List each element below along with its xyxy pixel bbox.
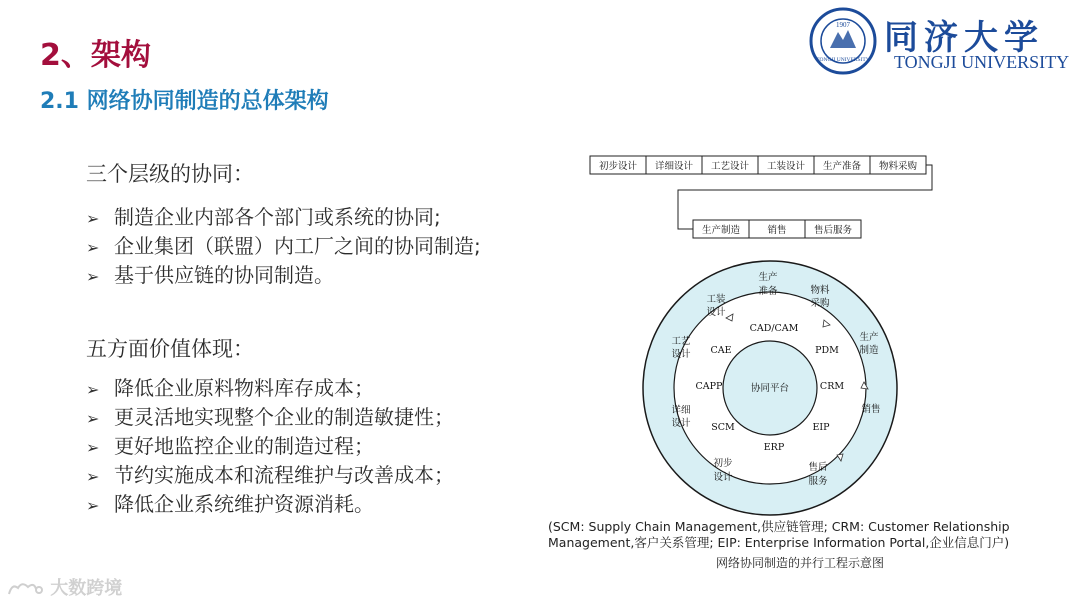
arrow-bullet-icon: ➢	[86, 438, 100, 457]
value-list	[86, 374, 454, 519]
list-item	[86, 432, 454, 461]
flow-connector	[678, 165, 932, 229]
system-label: CAPP	[695, 381, 723, 392]
figure-title: 网络协同制造的并行工程示意图	[716, 556, 885, 570]
ring-label: 设计	[671, 418, 691, 429]
process-label: 售后服务	[813, 225, 853, 236]
list-item-text: 节约实施成本和流程维护与改善成本；	[114, 463, 454, 487]
arrow-bullet-icon: ➢	[86, 496, 100, 515]
watermark-text: 大数跨境	[50, 578, 123, 599]
ring-label: 初步	[713, 458, 733, 469]
section-heading-value: 五方面价值体现：	[86, 337, 254, 361]
collaboration-levels-list	[86, 203, 481, 290]
system-label: CRM	[819, 381, 845, 392]
arrow-bullet-icon: ➢	[86, 209, 100, 228]
system-label: SCM	[711, 422, 735, 433]
ring-label: 准备	[758, 286, 778, 297]
caption-line: Management,客户关系管理; EIP: Enterprise Information Portal,企业信息门户)	[548, 535, 1010, 550]
tongji-logo	[808, 6, 1074, 76]
ring-label: 生产	[758, 272, 778, 283]
ring-label: 设计	[671, 349, 691, 360]
ring-label: 采购	[810, 298, 830, 309]
list-item-text: 基于供应链的协同制造。	[114, 263, 334, 287]
ring-label: 销售	[861, 404, 881, 415]
ring-label: 售后	[808, 462, 828, 473]
seal-year: 1907	[836, 21, 850, 29]
caption-line: (SCM: Supply Chain Management,供应链管理; CRM: Customer Relationship	[548, 519, 1010, 534]
arrow-bullet-icon: ➢	[86, 267, 100, 286]
system-label: PDM	[815, 345, 839, 356]
ring-label: 详细	[671, 405, 691, 416]
ring-label: 工艺	[671, 336, 691, 347]
process-label: 初步设计	[598, 161, 638, 172]
arrow-bullet-icon: ➢	[86, 380, 100, 399]
list-item-text: 更灵活地实现整个企业的制造敏捷性；	[114, 405, 454, 429]
watermark-logo-icon	[6, 579, 44, 599]
list-item	[86, 232, 481, 261]
ring-label: 物料	[810, 285, 830, 296]
list-item	[86, 261, 481, 290]
system-label: EIP	[812, 422, 830, 433]
concurrent-engineering-diagram	[560, 148, 940, 518]
top-process-row	[590, 156, 926, 174]
list-item	[86, 490, 454, 519]
process-label: 生产准备	[822, 161, 862, 172]
process-label: 工装设计	[766, 161, 806, 172]
center-label: 协同平台	[750, 383, 790, 394]
arrow-bullet-icon: ➢	[86, 467, 100, 486]
ring-label: 生产	[859, 332, 879, 343]
list-item	[86, 203, 481, 232]
ring-label: 设计	[713, 472, 733, 483]
list-item-text: 降低企业系统维护资源消耗。	[114, 492, 374, 516]
process-label: 工艺设计	[710, 161, 750, 172]
figure-caption	[548, 519, 1068, 551]
slide-title: 2、架构	[40, 38, 151, 73]
university-seal-icon	[808, 6, 878, 76]
ring-label: 设计	[706, 307, 726, 318]
list-item	[86, 403, 454, 432]
process-label: 详细设计	[654, 161, 694, 172]
system-label: ERP	[763, 442, 785, 453]
list-item-text: 更好地监控企业的制造过程；	[114, 434, 374, 458]
list-item-text: 制造企业内部各个部门或系统的协同;	[114, 205, 441, 229]
slide-subtitle: 2.1 网络协同制造的总体架构	[40, 89, 329, 114]
process-label: 销售	[767, 225, 787, 236]
arrow-bullet-icon: ➢	[86, 238, 100, 257]
arrow-bullet-icon: ➢	[86, 409, 100, 428]
seal-text: TONGJI UNIVERSITY	[816, 57, 870, 63]
logo-english-name: TONGJI UNIVERSITY	[894, 52, 1070, 72]
list-item	[86, 461, 454, 490]
process-label: 物料采购	[878, 161, 918, 172]
logo-chinese-name: 同济大学	[884, 18, 1044, 58]
list-item-text: 降低企业原料物料库存成本；	[114, 376, 374, 400]
list-item-text: 企业集团（联盟）内工厂之间的协同制造;	[114, 234, 481, 258]
ring-label: 服务	[808, 476, 828, 487]
ring-label: 制造	[859, 345, 879, 356]
process-label: 生产制造	[701, 225, 741, 236]
bottom-process-row	[693, 220, 861, 238]
system-label: CAE	[710, 345, 732, 356]
list-item	[86, 374, 454, 403]
section-heading-collaboration-levels: 三个层级的协同：	[86, 162, 254, 186]
ring-label: 工装	[706, 294, 726, 305]
watermark	[6, 574, 122, 600]
system-label: CAD/CAM	[749, 323, 799, 334]
